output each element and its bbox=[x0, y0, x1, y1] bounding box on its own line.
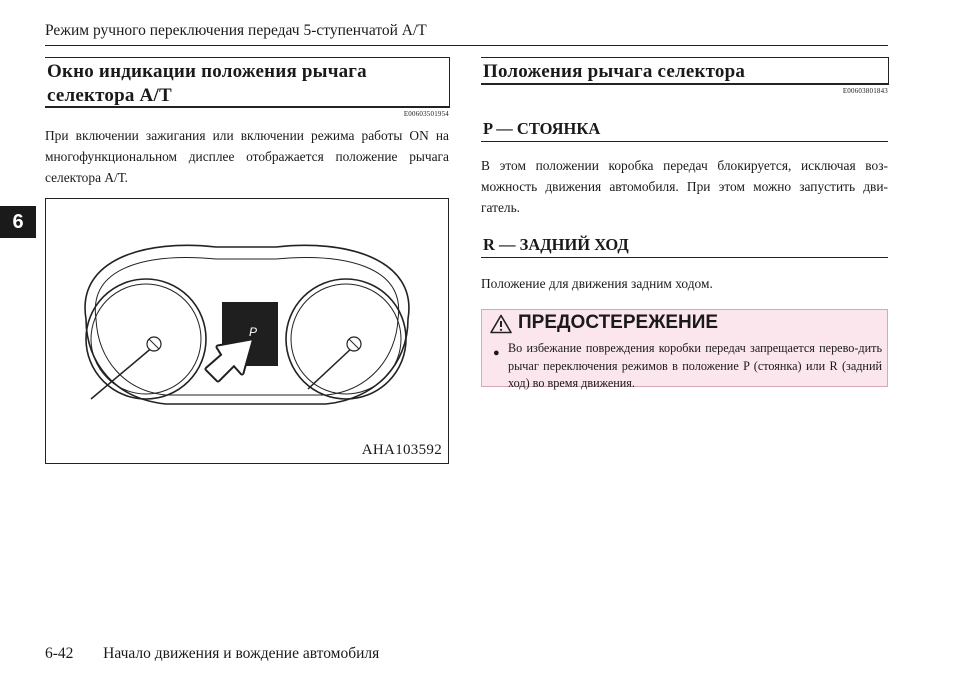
r-reverse-body: Положение для движения задним ходом. bbox=[481, 276, 713, 291]
instrument-cluster-illustration bbox=[46, 199, 447, 462]
chapter-tab: 6 bbox=[0, 206, 36, 238]
header-rule bbox=[45, 45, 888, 46]
left-gauge-bezel bbox=[86, 279, 206, 399]
page-number: 6-42 bbox=[45, 645, 74, 662]
right-section-title: Положения рычага селектора bbox=[483, 61, 746, 82]
right-gauge-needle bbox=[308, 346, 354, 389]
p-park-body: В этом положении коробка передач блокируется, исключая воз-можность движения автомобиля. При этом можно запустить дви-гатель. bbox=[481, 158, 888, 215]
right-title-top-rule bbox=[481, 57, 888, 58]
left-title-top-rule bbox=[45, 57, 449, 58]
running-header: Режим ручного переключения передач 5-ступенчатой А/Т bbox=[45, 22, 427, 39]
instrument-cluster-figure bbox=[45, 198, 449, 464]
figure-caption: AHA103592 bbox=[361, 442, 442, 458]
warning-title: ПРЕДОСТЕРЕЖЕНИЕ bbox=[518, 312, 719, 333]
r-heading-rule bbox=[481, 257, 888, 258]
left-gauge-needle bbox=[91, 346, 154, 399]
right-gauge-bezel bbox=[286, 279, 406, 399]
left-title-side-rule bbox=[449, 57, 450, 107]
page-footer bbox=[45, 645, 379, 663]
left-title-line2: селектора А/Т bbox=[47, 85, 172, 106]
left-section-body: При включении зажигания или включении режима работы ON на многофункциональном дисплее отображается положение рычага селектора А/Т. bbox=[45, 128, 449, 185]
footer-chapter-title: Начало движения и вождение автомобиля bbox=[103, 645, 380, 662]
warning-box bbox=[481, 309, 888, 390]
warning-triangle-icon bbox=[490, 314, 512, 334]
warning-bullet: ● bbox=[493, 347, 500, 359]
right-section-code: E00603801843 bbox=[842, 87, 888, 95]
right-title-side-rule bbox=[888, 57, 889, 84]
display-gear-letter: P bbox=[249, 325, 258, 339]
right-title-bottom-rule bbox=[481, 83, 889, 85]
p-heading-rule bbox=[481, 141, 888, 142]
warning-text: Во избежание повреждения коробки передач запрещается перево-дить рычаг переключения режимов в положение P (стоянка) или R (задний ход) во время движения. bbox=[508, 341, 882, 390]
p-park-heading: P — СТОЯНКА bbox=[483, 119, 601, 138]
left-section-title bbox=[47, 60, 437, 108]
left-title-bottom-rule bbox=[45, 106, 450, 108]
left-section-code: E00603501954 bbox=[403, 110, 449, 118]
left-title-line1: Окно индикации положения рычага bbox=[47, 61, 367, 82]
pointer-arrow bbox=[207, 341, 251, 380]
r-reverse-heading: R — ЗАДНИЙ ХОД bbox=[483, 235, 629, 254]
